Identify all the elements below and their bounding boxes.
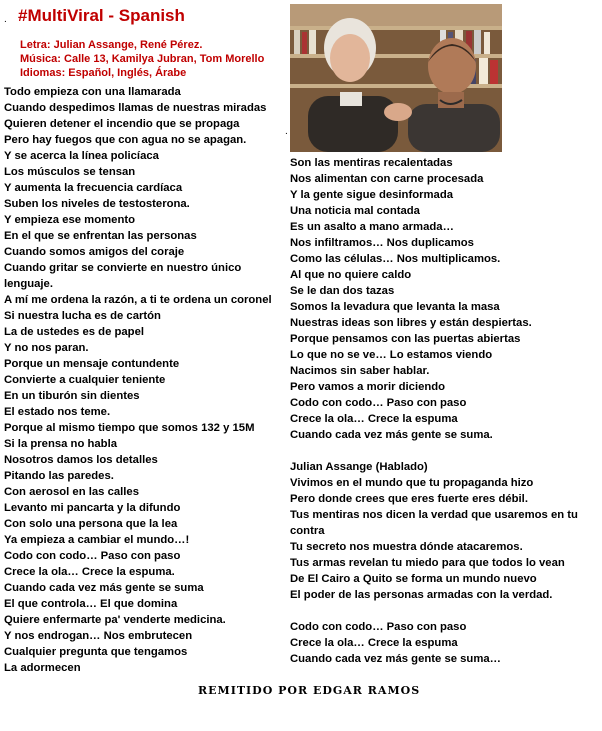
- lyric-line: Porque al mismo tiempo que somos 132 y 15M: [4, 422, 255, 434]
- lyric-line: Pitando las paredes.: [4, 470, 114, 482]
- lyric-line: Vivimos en el mundo que tu propaganda hizo: [290, 477, 534, 489]
- credit-languages: Idiomas: Español, Inglés, Árabe: [20, 67, 187, 79]
- credit-music: Música: Calle 13, Kamilya Jubran, Tom Morello: [20, 53, 265, 65]
- stanza-break: [290, 603, 585, 619]
- lyric-line: Suben los niveles de testosterona.: [4, 198, 190, 210]
- lyric-line: Somos la levadura que levanta la masa: [290, 301, 500, 313]
- lyric-line: El estado nos teme.: [4, 406, 111, 418]
- lyric-line: Porque pensamos con las puertas abiertas: [290, 333, 521, 345]
- lyric-line: Si nuestra lucha es de cartón: [4, 310, 161, 322]
- lyric-line: Son las mentiras recalentadas: [290, 157, 453, 169]
- lyric-line: Y se acerca la línea policíaca: [4, 150, 159, 162]
- lyric-line: El que controla… El que domina: [4, 598, 178, 610]
- lyric-line: Crece la ola… Crece la espuma: [290, 413, 458, 425]
- lyric-line: Tu secreto nos muestra dónde atacaremos.: [290, 541, 523, 553]
- lyric-line: contra: [290, 525, 325, 537]
- lyric-line: Si la prensa no habla: [4, 438, 118, 450]
- lyric-line: Tus armas revelan tu miedo para que todos lo vean: [290, 557, 565, 569]
- lyric-line: Julian Assange (Hablado): [290, 461, 428, 473]
- lyric-line: Y empieza ese momento: [4, 214, 136, 226]
- lyric-line: Se le dan dos tazas: [290, 285, 395, 297]
- lyric-line: Cuando cada vez más gente se suma.: [290, 429, 493, 441]
- lyric-line: Cuando cada vez más gente se suma…: [290, 653, 501, 665]
- lyric-line: Al que no quiere caldo: [290, 269, 412, 281]
- stanza-break: [290, 443, 585, 459]
- lyric-line: Cuando despedimos llamas de nuestras miradas: [4, 102, 267, 114]
- lyric-line: lenguaje.: [4, 278, 53, 290]
- lyric-line: Los músculos se tensan: [4, 166, 136, 178]
- lyric-line: Cuando somos amigos del coraje: [4, 246, 185, 258]
- lyric-line: A mí me ordena la razón, a ti te ordena un coronel: [4, 294, 272, 306]
- photo-image: [290, 4, 502, 152]
- lyric-line: De El Cairo a Quito se forma un mundo nuevo: [290, 573, 537, 585]
- credit-lyrics: Letra: Julian Assange, René Pérez.: [20, 39, 203, 51]
- lyric-line: Nos alimentan con carne procesada: [290, 173, 484, 185]
- lyrics-right-column: [290, 155, 585, 667]
- lyric-line: Y aumenta la frecuencia cardíaca: [4, 182, 183, 194]
- lyric-line: Y la gente sigue desinformada: [290, 189, 454, 201]
- lyric-line: Y no nos paran.: [4, 342, 89, 354]
- lyric-line: La de ustedes es de papel: [4, 326, 145, 338]
- lyric-line: Todo empieza con una llamarada: [4, 86, 181, 98]
- lyric-line: Ya empieza a cambiar el mundo…!: [4, 534, 190, 546]
- lyric-line: Quieren detener el incendio que se propaga: [4, 118, 240, 130]
- lyric-line: Crece la ola… Crece la espuma.: [4, 566, 175, 578]
- stray-dot: .: [4, 14, 7, 25]
- lyric-line: Tus mentiras nos dicen la verdad que usaremos en tu: [290, 509, 578, 521]
- lyric-line: Lo que no se ve… Lo estamos viendo: [290, 349, 493, 361]
- lyric-line: Codo con codo… Paso con paso: [290, 621, 467, 633]
- lyric-line: Cuando gritar se convierte en nuestro único: [4, 262, 242, 274]
- lyric-line: El poder de las personas armadas con la verdad.: [290, 589, 553, 601]
- lyric-line: Porque un mensaje contundente: [4, 358, 180, 370]
- page-title: #MultiViral - Spanish: [18, 6, 185, 25]
- lyric-line: Es un asalto a mano armada…: [290, 221, 454, 233]
- lyric-line: En el que se enfrentan las personas: [4, 230, 197, 242]
- lyric-line: Pero vamos a morir diciendo: [290, 381, 446, 393]
- lyric-line: Convierte a cualquier teniente: [4, 374, 166, 386]
- lyric-line: Crece la ola… Crece la espuma: [290, 637, 458, 649]
- credits: [20, 38, 264, 80]
- stray-dot: .: [285, 126, 288, 137]
- lyric-line: En un tiburón sin dientes: [4, 390, 140, 402]
- lyric-line: La adormecen: [4, 662, 81, 674]
- lyric-line: Con solo una persona que la lea: [4, 518, 178, 530]
- lyric-line: Una noticia mal contada: [290, 205, 420, 217]
- lyric-line: Como las células… Nos multiplicamos.: [290, 253, 501, 265]
- lyric-line: Cuando cada vez más gente se suma: [4, 582, 204, 594]
- lyric-line: Y nos endrogan… Nos embrutecen: [4, 630, 193, 642]
- lyric-line: Quiere enfermarte pa' venderte medicina.: [4, 614, 226, 626]
- lyric-line: Nuestras ideas son libres y están despiertas.: [290, 317, 532, 329]
- lyric-line: Pero donde crees que eres fuerte eres débil.: [290, 493, 528, 505]
- lyric-line: Nos infiltramos… Nos duplicamos: [290, 237, 474, 249]
- lyric-line: Codo con codo… Paso con paso: [290, 397, 467, 409]
- lyric-line: Con aerosol en las calles: [4, 486, 139, 498]
- lyric-line: Codo con codo… Paso con paso: [4, 550, 181, 562]
- footer-credit: REMITIDO POR EDGAR RAMOS: [198, 684, 421, 697]
- lyric-line: Nosotros damos los detalles: [4, 454, 158, 466]
- lyric-line: Pero hay fuegos que con agua no se apagan.: [4, 134, 247, 146]
- lyric-line: Nacimos sin saber hablar.: [290, 365, 430, 377]
- lyric-line: Cualquier pregunta que tengamos: [4, 646, 188, 658]
- photo: [290, 4, 502, 152]
- lyrics-left-column: [4, 84, 276, 676]
- lyric-line: Levanto mi pancarta y la difundo: [4, 502, 181, 514]
